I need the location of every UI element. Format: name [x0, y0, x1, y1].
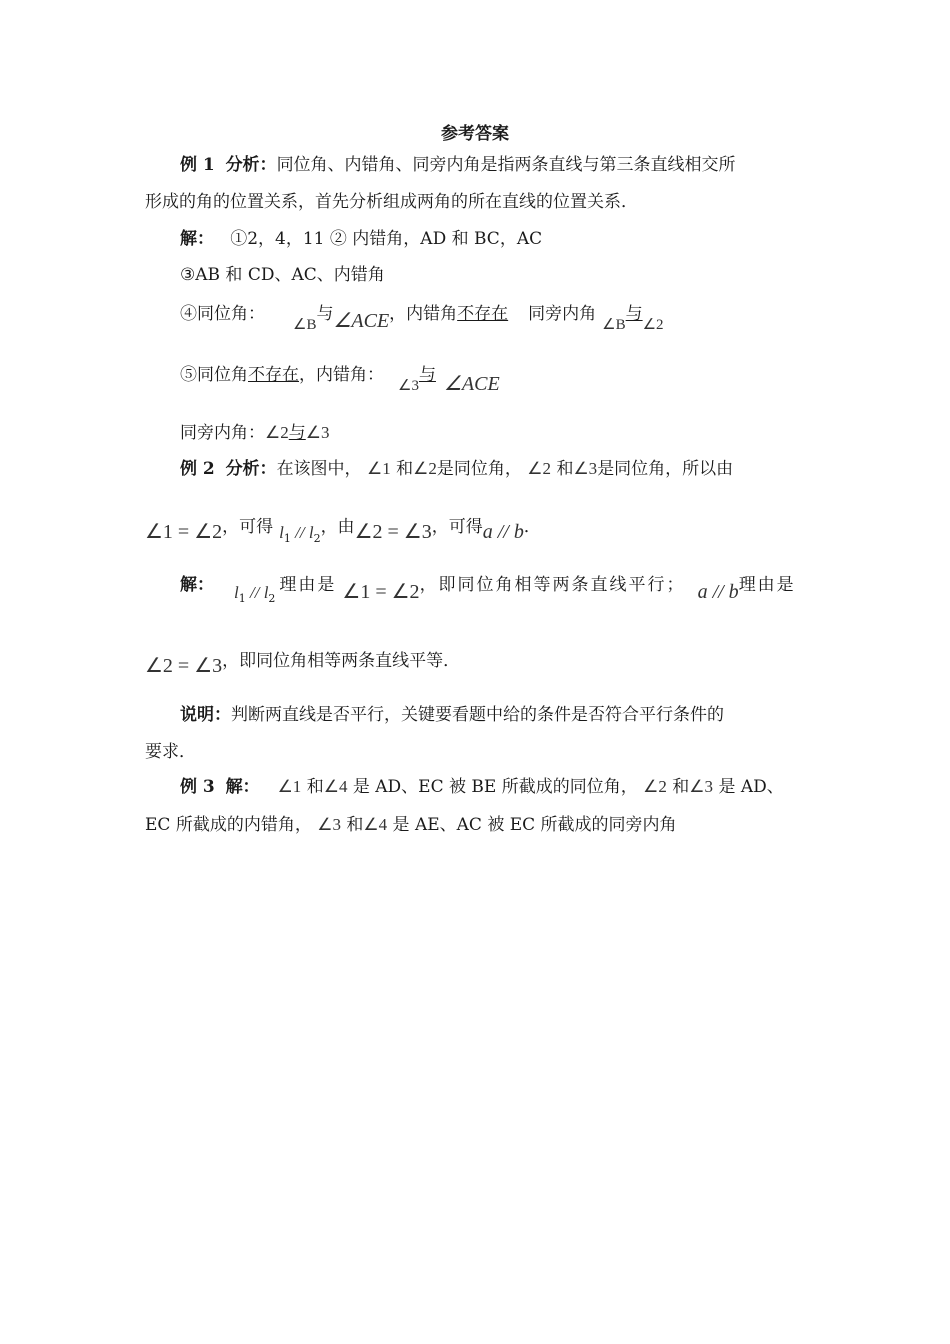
math-angle-3-c: ∠3: [573, 459, 598, 478]
ex2-a2-text-b: ，由: [320, 517, 355, 537]
ex2-s2-text-a: ，即同位角相等两条直线平等．: [222, 651, 461, 671]
math-sub-1: 1: [283, 532, 291, 545]
math-l-b: l: [234, 583, 239, 602]
math-angle-b-2: ∠B: [602, 317, 626, 333]
math-angle-1-c: ∠1: [277, 777, 302, 796]
math-angle-2-d: ∠2: [527, 459, 552, 478]
ex1-s4-text-b: ，内错角: [389, 304, 458, 324]
math-angle-3-b: ∠3: [305, 423, 330, 442]
math-angle-2: ∠2: [642, 317, 664, 333]
math-eq-1-2: ∠1 = ∠2: [145, 521, 223, 543]
ex1-s5-text-b: ，内错角：: [299, 365, 384, 385]
ex3-l2-text-b: 和: [346, 815, 364, 835]
ex1-s5-not-exist: 不存在: [248, 365, 299, 385]
ex1-s4-not-exist: 不存在: [457, 304, 509, 324]
ex1-analysis-line-1: [180, 153, 736, 177]
note-label: 说明：: [180, 705, 231, 725]
math-angle-2-b: ∠2: [265, 423, 289, 442]
ex1-s5-text-a: ⑤同位角: [180, 365, 248, 385]
ex1-analysis-text-1: 同位角、内错角、同旁内角是指两条直线与第三条直线相交所: [276, 155, 736, 175]
ex1-solution-text-1: ①2，4，11 ② 内错角，AD 和 BC，AC: [230, 229, 543, 249]
math-l: l: [279, 523, 284, 542]
math-angle-1: ∠1: [366, 459, 391, 478]
ex1-s5-yu: 与: [418, 365, 436, 385]
ex1-s4-text-c: 同旁内角: [528, 304, 597, 324]
ex2-a1-text-a: 在该图中，: [276, 459, 362, 479]
page-title: 参考答案: [441, 124, 509, 144]
ex1-solution-line-5: [180, 362, 500, 395]
ex1-s4-text-a: ④同位角：: [180, 304, 265, 324]
math-angle-4-b: ∠4: [363, 815, 388, 834]
math-angle-3: ∠3: [398, 378, 419, 394]
math-l1-parallel-l2-b: [234, 583, 275, 603]
ex2-analysis-label: 分析：: [225, 459, 277, 479]
math-eq-1-2-b: ∠1 = ∠2: [342, 581, 420, 603]
ex1-solution-line-6: [180, 421, 330, 445]
ex2-solution-line-1: [180, 572, 796, 603]
ex2-s1-text-a: 理由是: [279, 575, 337, 595]
math-l-2: l: [308, 523, 314, 542]
ex3-line-2: [145, 813, 677, 837]
math-parallel-b: //: [245, 583, 264, 602]
ex2-solution-label: 解：: [180, 575, 214, 595]
ex2-solution-line-2: [145, 648, 461, 677]
ex3-text-d: 是 AD、: [718, 777, 784, 797]
ex1-solution-line-1: [180, 227, 542, 251]
ex3-text-c: 和: [672, 777, 690, 797]
ex3-solution-label: 解：: [225, 777, 260, 797]
ex1-solution-line-4: [180, 301, 664, 333]
ex2-s1-text-b: ，即同位角相等两条直线平行；: [419, 575, 686, 595]
math-angle-ace-2: ∠ACE: [443, 373, 500, 395]
ex1-s4-yu-2: 与: [625, 304, 643, 324]
ex3-text-a: 和: [306, 777, 324, 797]
ex2-a1-text-c: 是同位角，: [436, 459, 522, 479]
math-eq-2-3-b: ∠2 = ∠3: [145, 655, 223, 677]
math-parallel: //: [290, 523, 309, 542]
ex1-s4-yu-1: 与: [316, 304, 334, 324]
ex2-a2-text-d: ．: [523, 517, 541, 537]
note-line-2: 要求．: [145, 742, 196, 762]
math-sub-2-b: 2: [268, 592, 276, 605]
ex3-label: 例 3: [180, 777, 215, 797]
math-angle-b: ∠B: [293, 317, 317, 333]
math-l-2-b: l: [263, 583, 269, 602]
ex1-s6-yu: 与: [288, 423, 306, 443]
ex2-label: 例 2: [180, 459, 215, 479]
ex1-analysis-label: 分析：: [225, 155, 277, 175]
ex1-solution-label: 解：: [180, 229, 214, 249]
math-angle-ace: ∠ACE: [333, 310, 390, 332]
ex2-s1-text-c: 理由是: [738, 575, 796, 595]
math-angle-2-e: ∠2: [643, 777, 667, 796]
ex2-analysis-line-2: [145, 514, 541, 545]
ex1-label: 例 1: [180, 155, 215, 175]
ex1-s6-text-a: 同旁内角：: [180, 423, 265, 443]
ex2-a1-text-d: 和: [556, 459, 574, 479]
ex2-a2-text-a: ，可得: [222, 517, 274, 537]
math-angle-3-e: ∠3: [317, 815, 341, 834]
ex2-a1-text-b: 和: [396, 459, 414, 479]
ex2-analysis-line-1: [180, 457, 733, 481]
ex1-solution-line-2: ③AB 和 CD、AC、内错角: [180, 265, 385, 285]
math-l1-parallel-l2: [279, 523, 320, 543]
math-a-parallel-b: a // b: [482, 521, 524, 543]
math-angle-4: ∠4: [323, 777, 348, 796]
ex3-line-1: [180, 775, 784, 799]
ex3-text-b: 是 AD、EC 被 BE 所截成的同位角，: [352, 777, 638, 797]
ex3-l2-text-a: EC 所截成的内错角，: [145, 815, 312, 835]
math-angle-2-c: ∠2: [413, 459, 437, 478]
math-sub-1-b: 1: [238, 592, 246, 605]
ex3-l2-text-c: 是 AE、AC 被 EC 所截成的同旁内角: [392, 815, 677, 835]
math-angle-3-d: ∠3: [689, 777, 714, 796]
note-line-1: [180, 703, 724, 727]
ex2-a1-text-e: 是同位角，所以由: [597, 459, 734, 479]
math-eq-2-3: ∠2 = ∠3: [354, 521, 432, 543]
ex2-a2-text-c: ，可得: [431, 517, 483, 537]
math-sub-2: 2: [313, 532, 321, 545]
ex1-analysis-line-2: 形成的角的位置关系，首先分析组成两角的所在直线的位置关系．: [145, 192, 638, 212]
math-a-parallel-b-2: a // b: [697, 581, 739, 603]
note-text-1: 判断两直线是否平行，关键要看题中给的条件是否符合平行条件的: [231, 705, 724, 725]
